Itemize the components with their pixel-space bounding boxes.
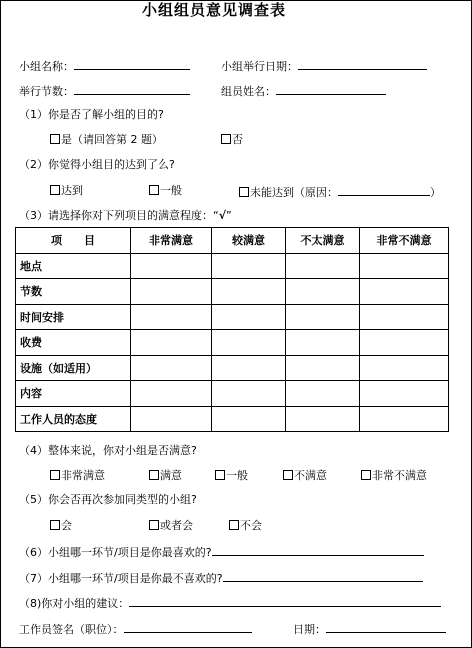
checkbox-icon[interactable]: [361, 470, 371, 480]
rating-cell[interactable]: [286, 253, 360, 279]
rating-cell[interactable]: [131, 253, 212, 279]
rating-cell[interactable]: [131, 381, 212, 407]
rating-cell[interactable]: [212, 279, 286, 305]
rating-cell[interactable]: [286, 355, 360, 381]
table-header: 非常满意: [131, 228, 212, 254]
q3-label: [19, 209, 232, 223]
q5-label: （5）你会否再次参加同类型的小组?: [19, 493, 197, 506]
signature-field: [19, 621, 252, 637]
q1-option-yes[interactable]: [50, 133, 163, 147]
session-num-label: 举行节数：: [19, 85, 74, 98]
table-row: [16, 253, 449, 279]
q4-option-label: 非常不满意: [372, 469, 427, 482]
table-header-row: [16, 228, 449, 254]
table-row-label: 工作人员的态度: [16, 406, 131, 432]
q4-option-label: 满意: [160, 469, 182, 482]
q2-option-1-label: 达到: [61, 184, 83, 197]
q6-label: （6）小组哪一环节/项目是你最喜欢的?: [19, 546, 212, 559]
q8-answer-blank[interactable]: [129, 595, 441, 607]
q4-option-label: 一般: [226, 469, 248, 482]
q5-option-label: 或者会: [160, 519, 193, 532]
q2-option-3[interactable]: [239, 184, 441, 200]
table-header: 较满意: [212, 228, 286, 254]
table-row: [16, 279, 449, 305]
q7-field: [19, 570, 423, 586]
group-name-blank[interactable]: [74, 58, 190, 70]
table-row: [16, 381, 449, 407]
rating-cell[interactable]: [131, 330, 212, 356]
table-row-label: 内容: [16, 381, 131, 407]
q6-answer-blank[interactable]: [212, 544, 424, 556]
table-row-label: 时间安排: [16, 304, 131, 330]
signature-blank[interactable]: [124, 621, 252, 633]
q8-label: （8)你对小组的建议：: [19, 597, 130, 610]
rating-cell[interactable]: [286, 406, 360, 432]
checkbox-icon[interactable]: [50, 134, 60, 144]
q2-option-2-label: 一般: [160, 184, 182, 197]
group-name-field: [19, 58, 190, 74]
group-date-blank[interactable]: [298, 58, 427, 70]
member-name-field: [221, 83, 386, 99]
rating-cell[interactable]: [360, 253, 449, 279]
rating-cell[interactable]: [286, 381, 360, 407]
rating-cell[interactable]: [360, 406, 449, 432]
session-num-field: [19, 83, 190, 99]
q5-option-label: 会: [61, 519, 72, 532]
q1-label: （1）你是否了解小组的目的?: [19, 108, 164, 121]
rating-cell[interactable]: [360, 279, 449, 305]
q8-field: [19, 595, 441, 611]
date-label: 日期：: [293, 623, 326, 636]
q3-close-quote: ”: [226, 209, 232, 222]
rating-cell[interactable]: [286, 330, 360, 356]
q4-option-1[interactable]: [50, 469, 105, 483]
satisfaction-table: [15, 227, 449, 432]
rating-cell[interactable]: [360, 381, 449, 407]
check-mark-icon: √: [218, 209, 227, 222]
q2-reason-blank[interactable]: [338, 184, 430, 196]
member-name-blank[interactable]: [276, 83, 386, 95]
checkbox-icon[interactable]: [50, 520, 60, 530]
q2-close-paren: ）: [430, 186, 441, 199]
table-row: [16, 406, 449, 432]
rating-cell[interactable]: [360, 330, 449, 356]
date-field: [293, 621, 446, 637]
group-date-label: 小组举行日期：: [221, 60, 298, 73]
table-row: [16, 330, 449, 356]
table-header: 非常不满意: [360, 228, 449, 254]
q4-option-5[interactable]: [361, 469, 427, 483]
q1-option-yes-label: 是（请回答第 2 题）: [61, 133, 163, 146]
q1-option-no[interactable]: [221, 133, 243, 147]
session-num-blank[interactable]: [74, 83, 190, 95]
signature-label: 工作员签名（职位）：: [19, 623, 124, 636]
rating-cell[interactable]: [212, 355, 286, 381]
checkbox-icon[interactable]: [149, 185, 159, 195]
checkbox-icon[interactable]: [50, 185, 60, 195]
rating-cell[interactable]: [286, 304, 360, 330]
table-row-label: 收费: [16, 330, 131, 356]
q4-option-2[interactable]: [149, 469, 182, 483]
q5-option-1[interactable]: [50, 519, 72, 533]
table-row-label: 节数: [16, 279, 131, 305]
rating-cell[interactable]: [131, 304, 212, 330]
checkbox-icon[interactable]: [215, 470, 225, 480]
rating-cell[interactable]: [212, 304, 286, 330]
q2-option-2[interactable]: [149, 184, 182, 198]
checkbox-icon[interactable]: [221, 134, 231, 144]
rating-cell[interactable]: [286, 279, 360, 305]
q2-option-1[interactable]: [50, 184, 83, 198]
table-header: 不太满意: [286, 228, 360, 254]
member-name-label: 组员姓名：: [221, 85, 276, 98]
q4-label: （4）整体来说，你对小组是否满意?: [19, 444, 197, 457]
checkbox-icon[interactable]: [239, 187, 249, 197]
checkbox-icon[interactable]: [50, 470, 60, 480]
table-row: [16, 304, 449, 330]
checkbox-icon[interactable]: [149, 470, 159, 480]
rating-cell[interactable]: [360, 304, 449, 330]
q7-label: （7）小组哪一环节/项目是你最不喜欢的?: [19, 572, 223, 585]
rating-cell[interactable]: [212, 330, 286, 356]
group-name-label: 小组名称：: [19, 60, 74, 73]
q2-option-3-label: 未能达到（原因：: [250, 186, 338, 199]
checkbox-icon[interactable]: [283, 470, 293, 480]
form-title: 小组组员意见调查表: [142, 1, 287, 19]
q7-answer-blank[interactable]: [223, 570, 423, 582]
q4-option-label: 非常满意: [61, 469, 105, 482]
q1-option-no-label: 否: [232, 133, 243, 146]
rating-cell[interactable]: [212, 381, 286, 407]
rating-cell[interactable]: [212, 253, 286, 279]
table-row-label: 设施（如适用）: [16, 355, 131, 381]
group-date-field: [221, 58, 427, 74]
rating-cell[interactable]: [212, 406, 286, 432]
q5-option-label: 不会: [240, 519, 262, 532]
checkbox-icon[interactable]: [149, 520, 159, 530]
q5-option-3[interactable]: [229, 519, 262, 533]
date-blank[interactable]: [326, 621, 446, 633]
rating-cell[interactable]: [131, 355, 212, 381]
table-row: [16, 355, 449, 381]
q4-option-label: 不满意: [294, 469, 327, 482]
q4-option-3[interactable]: [215, 469, 248, 483]
table-row-label: 地点: [16, 253, 131, 279]
rating-cell[interactable]: [131, 279, 212, 305]
rating-cell[interactable]: [360, 355, 449, 381]
q4-option-4[interactable]: [283, 469, 327, 483]
q2-label: （2）你觉得小组目的达到了么?: [19, 158, 175, 171]
q6-field: [19, 544, 424, 560]
q5-option-2[interactable]: [149, 519, 193, 533]
q3-label-text: （3）请选择你对下列项目的满意程度：“: [19, 209, 219, 222]
table-header: 项 目: [16, 228, 131, 254]
rating-cell[interactable]: [131, 406, 212, 432]
checkbox-icon[interactable]: [229, 520, 239, 530]
